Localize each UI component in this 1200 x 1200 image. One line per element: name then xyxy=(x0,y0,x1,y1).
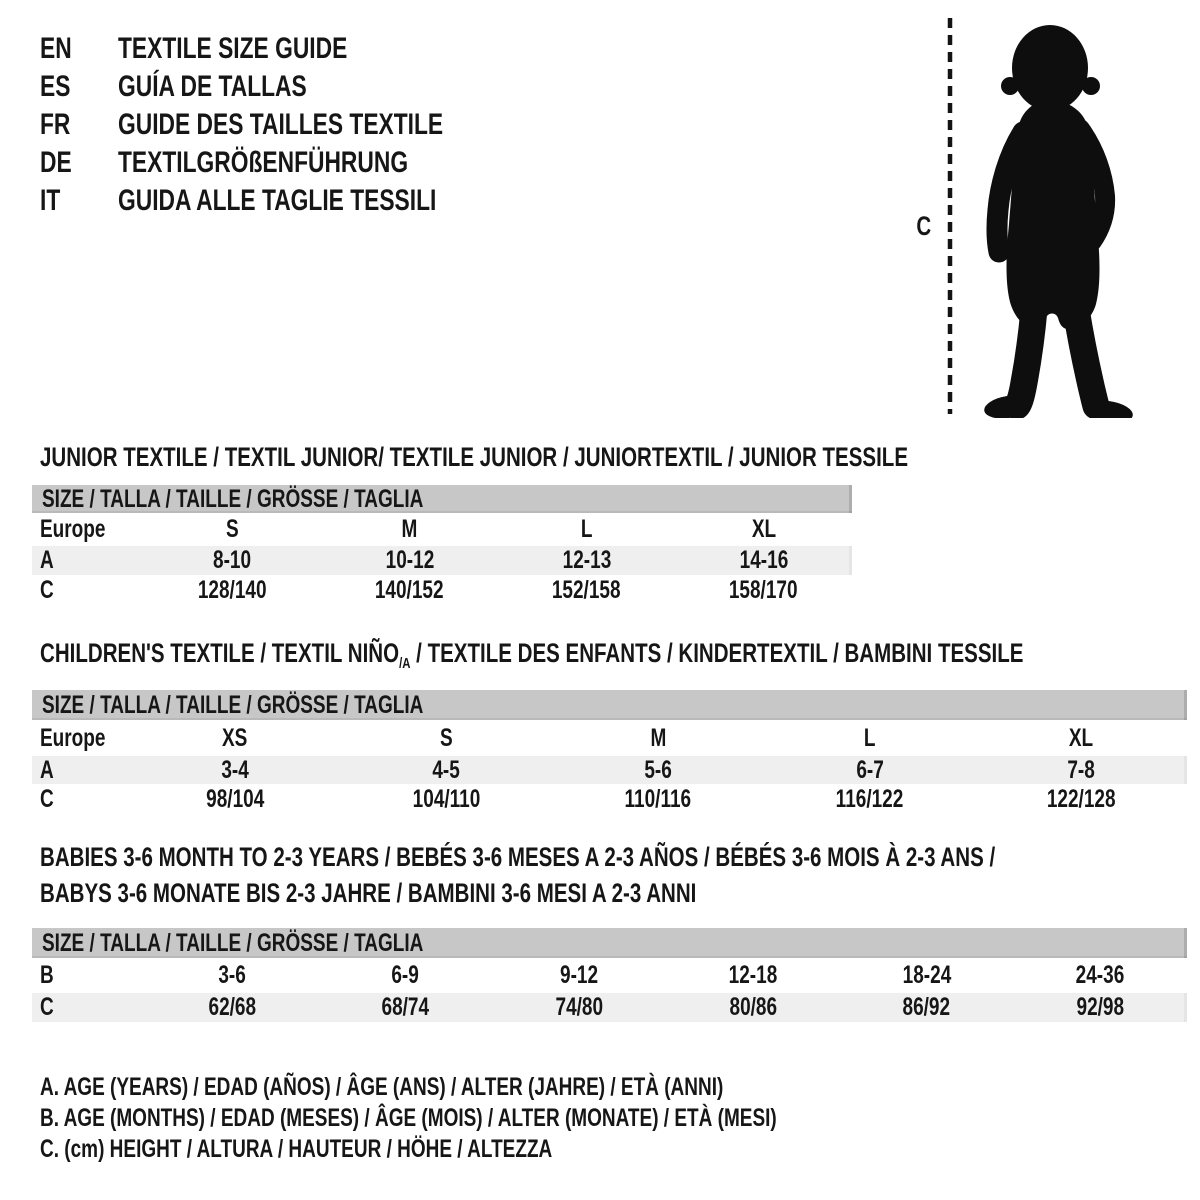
age-value: 10-12 xyxy=(385,546,434,574)
legend-height-cm: C. (cm) HEIGHT / ALTURA / HAUTEUR / HÖHE / ALTEZZA xyxy=(40,1135,553,1163)
height-value: 152/158 xyxy=(552,575,621,604)
babies-row-months xyxy=(32,958,1187,993)
height-measure-label: C xyxy=(916,211,932,241)
babies-section-title-line2: BABYS 3-6 MONATE BIS 2-3 JAHRE / BAMBINI 3-6 MESI A 2-3 ANNI xyxy=(40,877,697,908)
junior-row-europe xyxy=(32,513,852,546)
size-value: S xyxy=(226,515,239,543)
language-row-en xyxy=(40,30,546,68)
height-value: 158/170 xyxy=(729,575,798,604)
age-value: 14-16 xyxy=(739,546,788,574)
children-section-title: CHILDREN'S TEXTILE / TEXTIL $NIÑO_{/A}$ / TEXTILE DES ENFANTS / KINDERTEXTIL / BAMBINI TESSILE xyxy=(40,637,1024,672)
months-value: 6-9 xyxy=(391,961,420,989)
toddler-silhouette xyxy=(968,14,1134,418)
age-value: 6-7 xyxy=(855,755,884,784)
row-label: C xyxy=(40,575,54,604)
size-value: S xyxy=(440,723,453,752)
babies-table-size-header: SIZE / TALLA / TAILLE / GRÖSSE / TAGLIA xyxy=(32,928,1187,958)
row-label: B xyxy=(40,961,54,989)
row-label: C xyxy=(40,993,54,1021)
junior-row-age xyxy=(32,546,852,575)
junior-section-title: JUNIOR TEXTILE / TEXTIL JUNIOR/ TEXTILE JUNIOR / JUNIORTEXTIL / JUNIOR TESSILE xyxy=(40,441,909,472)
months-value: 12-18 xyxy=(728,961,778,989)
size-value: L xyxy=(580,515,593,543)
size-value: L xyxy=(863,723,876,752)
children-row-age xyxy=(32,756,1187,784)
height-value: 68/74 xyxy=(381,993,430,1021)
junior-row-height xyxy=(32,575,852,605)
babies-section-title-line1: BABIES 3-6 MONTH TO 2-3 YEARS / BEBÉS 3-6 MESES A 2-3 AÑOS / BÉBÉS 3-6 MOIS À 2-3 ANS / xyxy=(40,841,996,872)
row-label: Europe xyxy=(40,723,106,752)
months-value: 9-12 xyxy=(560,961,599,989)
children-size-table xyxy=(32,690,1187,814)
age-value: 12-13 xyxy=(562,546,611,574)
height-value: 104/110 xyxy=(412,784,481,813)
legend-age-months: B. AGE (MONTHS) / EDAD (MESES) / ÂGE (MOIS) / ALTER (MONATE) / ETÀ (MESI) xyxy=(40,1104,777,1132)
height-value: 116/122 xyxy=(835,784,904,813)
guide-title-es: GUÍA DE TALLAS xyxy=(118,70,307,103)
language-code: ES xyxy=(40,70,71,103)
size-value: XL xyxy=(1069,723,1094,752)
guide-title-en: TEXTILE SIZE GUIDE xyxy=(118,32,348,65)
language-row-it xyxy=(40,182,546,220)
months-value: 24-36 xyxy=(1075,961,1125,989)
row-label: Europe xyxy=(40,515,106,543)
size-value: XS xyxy=(222,723,248,752)
guide-title-de: TEXTILGRÖßENFÜHRUNG xyxy=(118,146,409,179)
junior-size-table xyxy=(32,485,852,605)
height-value: 122/128 xyxy=(1046,784,1116,813)
children-row-europe xyxy=(32,720,1187,756)
language-row-es xyxy=(40,68,546,106)
row-label: A xyxy=(40,755,54,784)
babies-size-table xyxy=(32,928,1187,1022)
age-value: 4-5 xyxy=(432,755,461,784)
age-value: 3-4 xyxy=(221,755,249,784)
height-value: 92/98 xyxy=(1076,993,1124,1021)
height-measure-dashed-line xyxy=(946,16,954,416)
language-code: IT xyxy=(40,184,61,217)
children-row-height xyxy=(32,784,1187,814)
height-value: 110/116 xyxy=(624,784,692,813)
age-value: 7-8 xyxy=(1067,755,1095,784)
months-value: 18-24 xyxy=(902,961,951,989)
guide-title-fr: GUIDE DES TAILLES TEXTILE xyxy=(118,108,444,141)
size-value: M xyxy=(650,723,666,752)
language-title-list xyxy=(40,30,546,220)
language-code: DE xyxy=(40,146,72,179)
language-row-de xyxy=(40,144,546,182)
babies-row-height xyxy=(32,993,1187,1022)
height-value: 62/68 xyxy=(208,993,256,1021)
height-value: 140/152 xyxy=(375,575,444,604)
height-value: 74/80 xyxy=(555,993,603,1021)
height-value: 86/92 xyxy=(902,993,951,1021)
children-table-size-header: SIZE / TALLA / TAILLE / GRÖSSE / TAGLIA xyxy=(32,690,1187,720)
age-value: 5-6 xyxy=(644,755,672,784)
height-value: 80/86 xyxy=(729,993,777,1021)
language-code: FR xyxy=(40,108,71,141)
age-value: 8-10 xyxy=(213,546,252,574)
height-value: 128/140 xyxy=(198,575,267,604)
junior-table-size-header: SIZE / TALLA / TAILLE / GRÖSSE / TAGLIA xyxy=(32,485,852,513)
size-value: M xyxy=(401,515,418,543)
guide-title-it: GUIDA ALLE TAGLIE TESSILI xyxy=(118,184,437,217)
language-row-fr xyxy=(40,106,546,144)
legend-age-years: A. AGE (YEARS) / EDAD (AÑOS) / ÂGE (ANS) / ALTER (JAHRE) / ETÀ (ANNI) xyxy=(40,1073,724,1101)
language-code: EN xyxy=(40,32,72,65)
size-value: XL xyxy=(751,515,776,543)
row-label: A xyxy=(40,546,54,574)
row-label: C xyxy=(40,784,54,813)
nino-a-subscript: /A xyxy=(399,654,411,672)
height-value: 98/104 xyxy=(205,784,264,813)
months-value: 3-6 xyxy=(218,961,246,989)
